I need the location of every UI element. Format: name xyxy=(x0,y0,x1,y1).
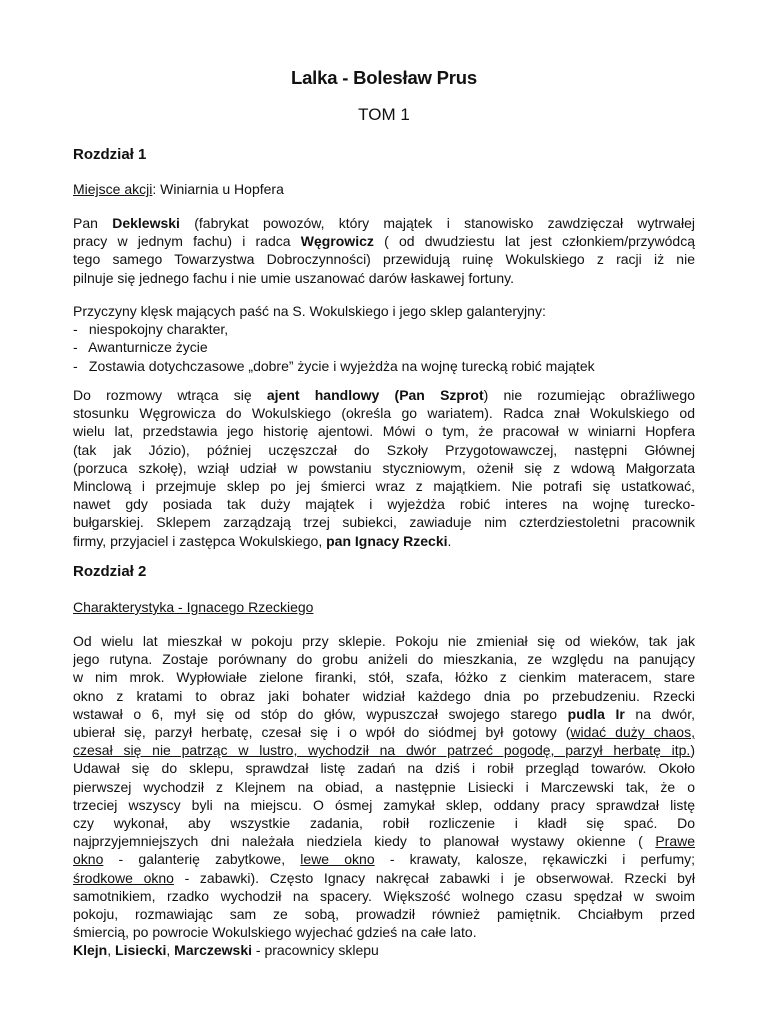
text-line: śmiercią, po powrocie Wokulskiego wyjechać gdzieś na całe lato. xyxy=(73,924,477,941)
text-line: Od wielu lat mieszkał w pokoju przy sklepie. Pokoju nie zmieniał się od wieków, tak jak xyxy=(73,633,695,649)
text-line: środkowe okno - zabawki). Często Ignacy nakręcał zabawki i je obserwował. Rzecki był xyxy=(73,869,695,886)
text-line: pierwszej wychodził z Klejnem na obiad, a następnie Lisiecki i Marczewski tak, że o xyxy=(73,778,695,795)
list-item: - Zostawia dotychczasowe „dobre” życie i wyjeżdża na wojnę turecką robić majątek xyxy=(73,357,595,374)
text-line: pracy w jednym fachu) i radca Węgrowicz ( od dwudziestu lat jest członkiem/przywódcą xyxy=(73,233,695,250)
chapter-2-heading: Rozdział 2 xyxy=(73,563,147,580)
causes-block xyxy=(73,302,695,375)
text-line: firmy, przyjaciel i zastępca Wokulskiego, pan Ignacy Rzecki. xyxy=(73,532,452,549)
text-line: Minclową i przejmuje sklep po jej śmierci wraz z majątkiem. Nie potrafi się ustatkować, xyxy=(73,478,695,495)
text-line: Do rozmowy wtrąca się ajent handlowy (Pan Szprot) nie rozumiejąc obraźliwego xyxy=(73,387,695,403)
text-line: czesał się nie patrząc w lustro, wychodził na dwór patrzeć pogodę, parzył herbatę itp.) xyxy=(73,742,695,759)
chapter-2-paragraph xyxy=(73,632,695,960)
list-item: - niespokojny charakter, xyxy=(73,321,229,338)
text-line: nawet gdy posiada tak duży majątek i wyjeżdża robić interes na wojnę turecko- xyxy=(73,496,695,513)
text-line: (porzuca szkołę), wziął udział w powstaniu styczniowym, ożenił się z wdową Małgorzata xyxy=(73,459,695,476)
chapter-2-subtitle: Charakterystyka - Ignacego Rzeckiego xyxy=(73,599,314,615)
list-item: - Awanturnicze życie xyxy=(73,339,208,356)
text-line: bułgarskiej. Sklepem zarządzają trzej subiekci, zawiaduje nim czterdziestoletni pracownik xyxy=(73,514,695,531)
text-line: wielu lat, przedstawia jego historię ajentowi. Mówi o tym, że pracował w winiarni Hopfera xyxy=(73,423,695,440)
text-line: Udawał się do sklepu, sprawdzał listę zadań na dziś i robił przegląd towarów. Około xyxy=(73,760,695,777)
place-value: : Winiarnia u Hopfera xyxy=(152,181,284,197)
chapter-1-paragraph-3 xyxy=(73,386,695,550)
text-line: wstawał o 6, mył się od stóp do głów, wypuszczał swojego starego pudla Ir na dwór, xyxy=(73,705,695,722)
causes-intro: Przyczyny klęsk mających paść na S. Wokulskiego i jego sklep galanteryjny: xyxy=(73,303,546,319)
text-line: trzeciej wszyscy byli na miejscu. O ósmej zamykał sklep, oddany pracy sprawdzał listę xyxy=(73,796,695,813)
workers-line: Klejn, Lisiecki, Marczewski - pracownicy sklepu xyxy=(73,942,379,959)
text-line: tego samego Towarzystwa Dobroczynności) przewidują ruinę Wokulskiego z racji iż nie xyxy=(73,251,695,268)
document-title: Lalka - Bolesław Prus xyxy=(290,67,477,88)
chapter-1-heading: Rozdział 1 xyxy=(73,146,147,163)
text-line: czy wykonał, aby wszystkie zadania, robił rozliczenie i kładł się spać. Do xyxy=(73,815,695,832)
text-line: (tak jak Józio), później uczęszczał do Szkoły Przygotowawczej, następni Głównej xyxy=(73,441,695,458)
text-line: okno - galanterię zabytkowe, lewe okno - krawaty, kalosze, rękawiczki i perfumy; xyxy=(73,851,695,868)
chapter-1-paragraph-1 xyxy=(73,214,695,287)
text-line: ubierał się, parzył herbatę, czesał się i o wpół do siódmej był gotowy (widać duży chaos, xyxy=(73,724,695,741)
place-label: Miejsce akcji xyxy=(73,181,153,197)
text-line: samotnikiem, rzadko wychodził na spacery. Większość wolnego czasu spędzał w swoim xyxy=(73,887,695,904)
text-line: pilnuje się jednego fachu i nie umie uszanować darów łaskawej fortuny. xyxy=(73,269,514,286)
text-line: stosunku Węgrowicza do Wokulskiego (określa go wariatem). Radca znał Wokulskiego od xyxy=(73,405,695,422)
text-line: najprzyjemniejszych dni należała niedziela kiedy to planował wystawy okienne ( Prawe xyxy=(73,833,695,850)
volume-label: TOM 1 xyxy=(358,105,410,124)
text-line: w nim mrok. Wypłowiałe zielone firanki, stół, szafa, łóżko z cienkim materacem, stare xyxy=(73,669,695,686)
text-line: jego rutyna. Zostaje porównany do grobu aniżeli do mieszkania, ze względu na panujący xyxy=(73,651,695,668)
text-line: pokoju, rozmawiając sam ze sobą, prowadził również pamiętnik. Chciałbym przed xyxy=(73,906,695,923)
place-of-action xyxy=(73,180,695,198)
text-line: Pan Deklewski (fabrykat powozów, który majątek i stanowisko zawdzięczał wytrwałej xyxy=(73,215,695,231)
text-line: okno z kratami to obraz jaki bohater widział każdego dnia po przebudzeniu. Rzecki xyxy=(73,687,695,704)
